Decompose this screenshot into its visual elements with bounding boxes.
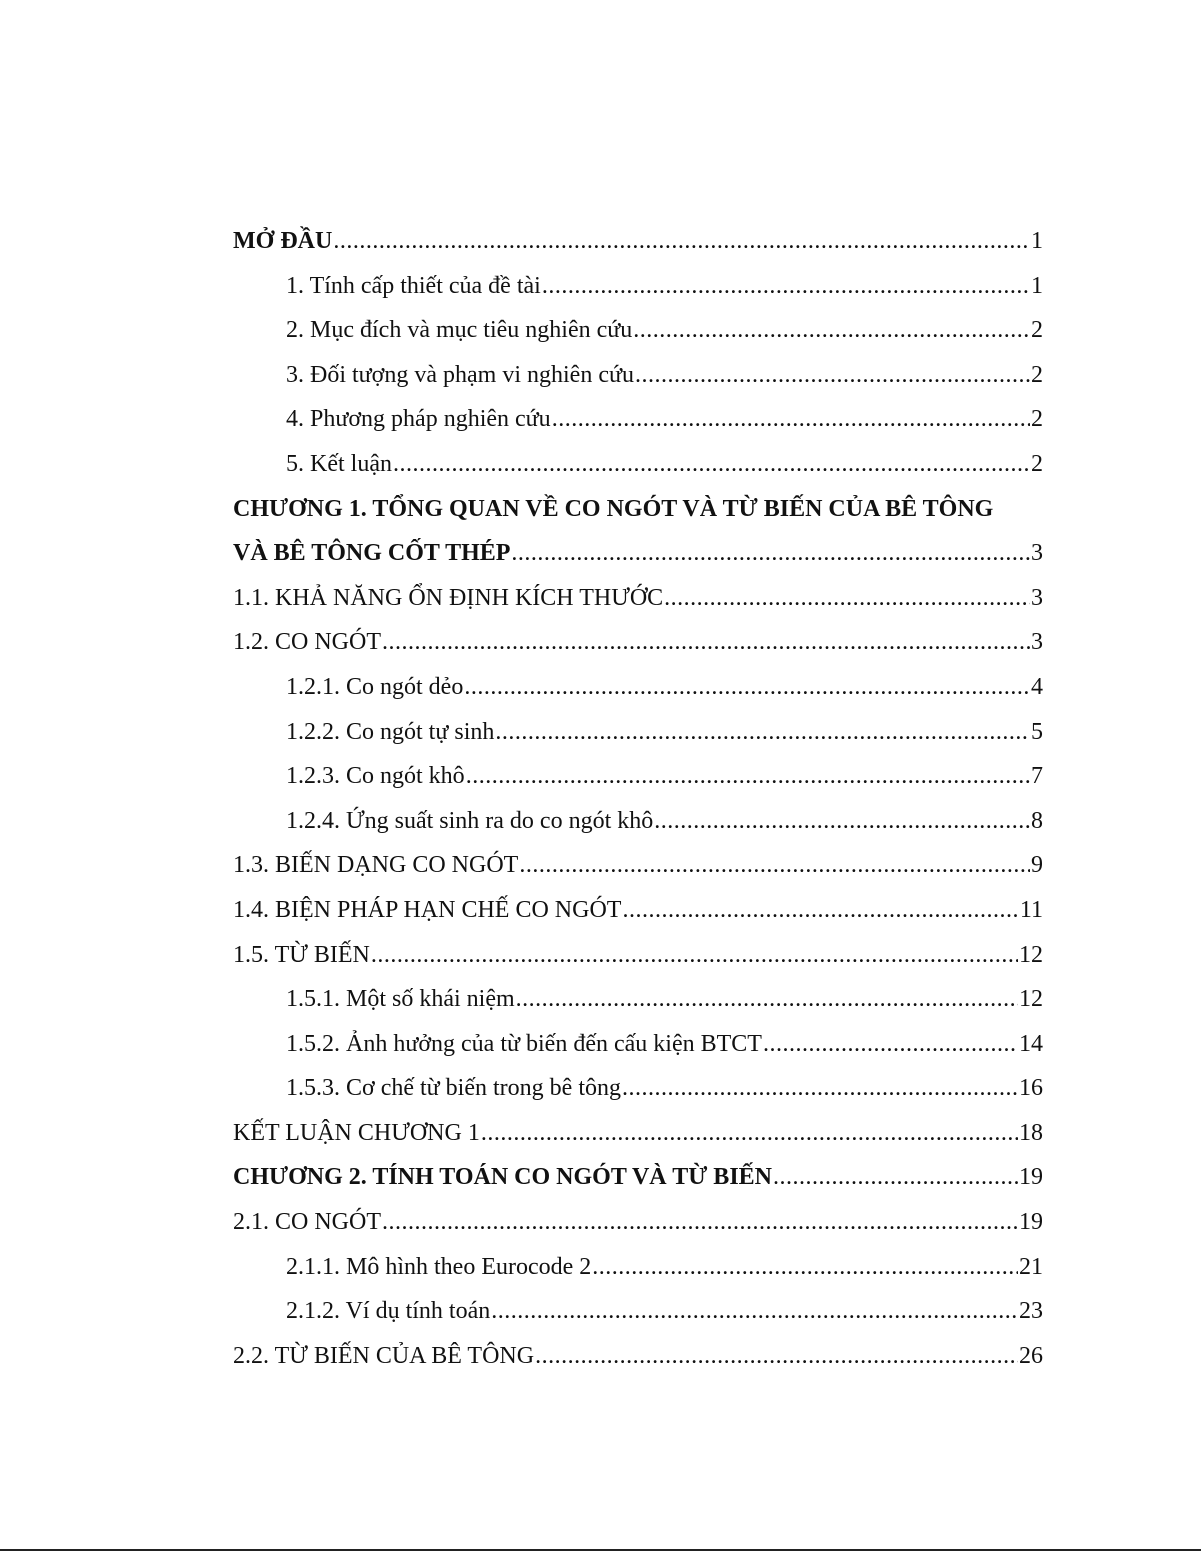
- toc-entry-page: 3: [1031, 629, 1043, 656]
- toc-entry[interactable]: [233, 442, 1043, 487]
- toc-entry-title: 2. Mục đích và mục tiêu nghiên cứu: [286, 317, 633, 344]
- dot-leader: [542, 264, 1030, 309]
- toc-entry-title: 1.2.1. Co ngót dẻo: [286, 673, 464, 700]
- toc-entry-title: 4. Phương pháp nghiên cứu: [286, 406, 551, 433]
- dot-leader: [371, 933, 1018, 978]
- toc-entry-title: 2.1.2. Ví dụ tính toán: [286, 1298, 491, 1325]
- dot-leader: [491, 1289, 1018, 1334]
- toc-entry-page: 2: [1031, 317, 1043, 344]
- toc-entry[interactable]: [233, 353, 1043, 398]
- dot-leader: [481, 1111, 1018, 1156]
- toc-entry-page: 2: [1031, 406, 1043, 433]
- toc-entry[interactable]: [233, 397, 1043, 442]
- dot-leader: [763, 1022, 1018, 1067]
- toc-entry-page: 18: [1019, 1119, 1043, 1146]
- toc-entry[interactable]: [233, 710, 1043, 755]
- toc-entry-page: 2: [1031, 361, 1043, 388]
- dot-leader: [516, 977, 1018, 1022]
- dot-leader: [635, 353, 1030, 398]
- toc-entry[interactable]: [233, 576, 1043, 621]
- toc-entry-page: 11: [1019, 896, 1043, 923]
- dot-leader: [466, 754, 1030, 799]
- toc-entry[interactable]: [233, 933, 1043, 978]
- toc-entry-page: 16: [1019, 1075, 1043, 1102]
- toc-entry-title: CHƯƠNG 2. TÍNH TOÁN CO NGÓT VÀ TỪ BIẾN: [233, 1164, 772, 1191]
- dot-leader: [622, 1066, 1018, 1111]
- toc-entry-page: 14: [1019, 1030, 1043, 1057]
- toc-entry-title: MỞ ĐẦU: [233, 228, 333, 254]
- toc-entry-title: 1. Tính cấp thiết của đề tài: [286, 272, 541, 299]
- table-of-contents: [233, 219, 1043, 1378]
- dot-leader: [382, 620, 1030, 665]
- toc-entry-title: 1.3. BIẾN DẠNG CO NGÓT: [233, 852, 519, 879]
- toc-entry-chapter-2[interactable]: [233, 1155, 1043, 1200]
- toc-entry-title: 2.2. TỪ BIẾN CỦA BÊ TÔNG: [233, 1342, 535, 1369]
- toc-entry-title-line2: VÀ BÊ TÔNG CỐT THÉP: [233, 540, 511, 567]
- toc-entry-title-line1: CHƯƠNG 1. TỔNG QUAN VỀ CO NGÓT VÀ TỪ BIẾN CỦA BÊ TÔNG: [233, 495, 994, 522]
- toc-entry-title: 1.4. BIỆN PHÁP HẠN CHẾ CO NGÓT: [233, 896, 622, 923]
- toc-entry-page: 21: [1019, 1253, 1043, 1280]
- dot-leader: [654, 799, 1030, 844]
- dot-leader: [333, 219, 1030, 264]
- toc-entry-title: 1.2.2. Co ngót tự sinh: [286, 718, 495, 745]
- dot-leader: [592, 1245, 1018, 1290]
- toc-entry-page: 9: [1031, 852, 1043, 879]
- toc-entry[interactable]: [233, 264, 1043, 309]
- dot-leader: [622, 888, 1018, 933]
- toc-entry-title: 1.2. CO NGÓT: [233, 629, 381, 656]
- toc-entry[interactable]: [233, 665, 1043, 710]
- toc-entry-page: 1: [1031, 228, 1043, 254]
- dot-leader: [464, 665, 1030, 710]
- toc-entry[interactable]: [233, 1066, 1043, 1111]
- dot-leader: [511, 531, 1030, 576]
- dot-leader: [535, 1334, 1018, 1379]
- dot-leader: [633, 308, 1030, 353]
- toc-entry[interactable]: [233, 1245, 1043, 1290]
- toc-entry-page: 8: [1031, 807, 1043, 834]
- toc-entry-title: KẾT LUẬN CHƯƠNG 1: [233, 1119, 480, 1146]
- dot-leader: [664, 576, 1030, 621]
- toc-entry[interactable]: [233, 799, 1043, 844]
- toc-entry[interactable]: [233, 754, 1043, 799]
- toc-entry-page: 23: [1019, 1298, 1043, 1325]
- toc-entry-page: 19: [1019, 1209, 1043, 1236]
- toc-entry-title: 1.5. TỪ BIẾN: [233, 941, 370, 968]
- toc-entry-title: 3. Đối tượng và phạm vi nghiên cứu: [286, 361, 634, 388]
- toc-entry-page: 3: [1031, 584, 1043, 611]
- toc-entry-page: 26: [1019, 1342, 1043, 1369]
- toc-entry-title: 1.5.3. Cơ chế từ biến trong bê tông: [286, 1075, 621, 1102]
- toc-entry-page: 4: [1031, 673, 1043, 700]
- toc-entry[interactable]: [233, 1334, 1043, 1379]
- toc-entry[interactable]: [233, 843, 1043, 888]
- dot-leader: [773, 1155, 1018, 1200]
- toc-entry[interactable]: [233, 308, 1043, 353]
- toc-entry-title: 1.1. KHẢ NĂNG ỔN ĐỊNH KÍCH THƯỚC: [233, 584, 664, 611]
- dot-leader: [382, 1200, 1018, 1245]
- dot-leader: [393, 442, 1030, 487]
- toc-entry-page: 5: [1031, 718, 1043, 745]
- toc-entry-page: 2: [1031, 450, 1043, 477]
- toc-entry-title: 2.1.1. Mô hình theo Eurocode 2: [286, 1253, 592, 1280]
- toc-entry-title: 1.5.2. Ảnh hưởng của từ biến đến cấu kiện BTCT: [286, 1030, 762, 1057]
- toc-entry-title: 1.2.4. Ứng suất sinh ra do co ngót khô: [286, 807, 654, 834]
- toc-entry[interactable]: [233, 1200, 1043, 1245]
- toc-entry-page: 7: [1031, 763, 1043, 790]
- toc-entry-page: 12: [1019, 986, 1043, 1013]
- dot-leader: [552, 397, 1030, 442]
- toc-entry[interactable]: [233, 1022, 1043, 1067]
- toc-entry-chapter-1[interactable]: [233, 487, 1043, 576]
- toc-entry[interactable]: [233, 977, 1043, 1022]
- dot-leader: [519, 843, 1030, 888]
- dot-leader: [495, 710, 1030, 755]
- toc-entry-title: 2.1. CO NGÓT: [233, 1209, 381, 1236]
- page-bottom-border: [0, 1549, 1201, 1551]
- toc-entry-title: 1.5.1. Một số khái niệm: [286, 986, 515, 1013]
- toc-entry-page: 19: [1019, 1164, 1043, 1191]
- toc-entry[interactable]: [233, 620, 1043, 665]
- toc-entry-title: 5. Kết luận: [286, 450, 392, 477]
- toc-entry[interactable]: [233, 1111, 1043, 1156]
- toc-entry[interactable]: [233, 219, 1043, 264]
- toc-entry[interactable]: [233, 1289, 1043, 1334]
- toc-entry-page: 1: [1031, 272, 1043, 299]
- toc-entry-page: 3: [1031, 540, 1043, 567]
- toc-entry-page: 12: [1019, 941, 1043, 968]
- toc-entry[interactable]: [233, 888, 1043, 933]
- toc-entry-title: 1.2.3. Co ngót khô: [286, 763, 465, 790]
